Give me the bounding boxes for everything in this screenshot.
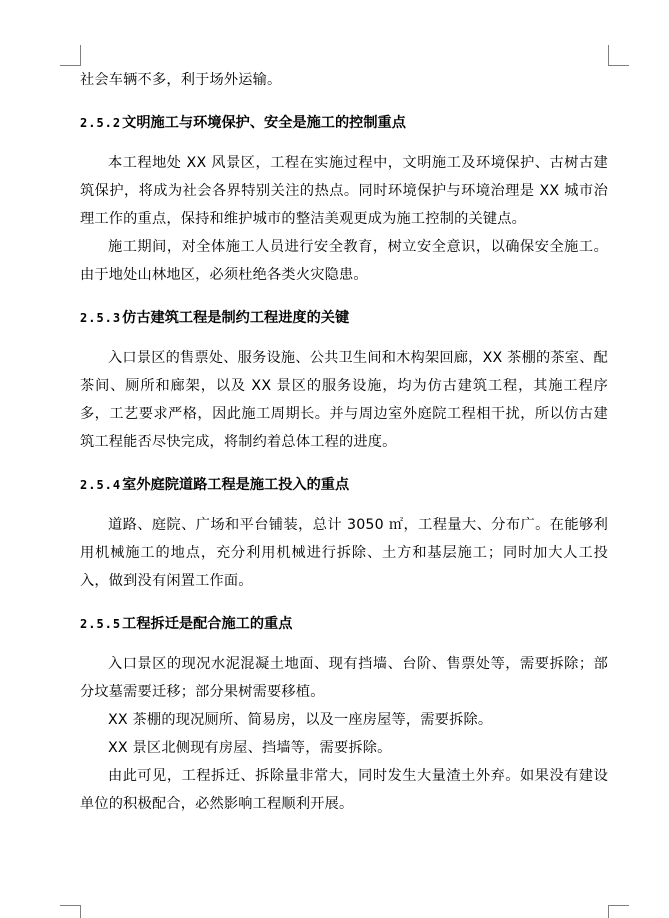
section-title: 文明施工与环境保护、安全是施工的控制重点	[122, 115, 406, 131]
paragraph: 由此可见，工程拆迁、拆除量非常大，同时发生大量渣土外弃。如果没有建设单位的积极配合，必然影响工程顺利开展。	[80, 768, 608, 812]
crop-mark-top-left	[60, 45, 81, 66]
paragraph: XX 景区北侧现有房屋、挡墙等，需要拆除。	[108, 740, 392, 756]
section-title: 工程拆迁是配合施工的重点	[122, 616, 293, 632]
paragraph: 入口景区的售票处、服务设施、公共卫生间和木构架回廊，XX 茶棚的茶室、配茶间、厕所和廊架，以及 XX 景区的服务设施，均为仿古建筑工程，其施工程序多，工艺要求严格，因此施工周期长。并与周边室外庭院工程相干扰，所以仿古建筑工程能否尽快完成，将制约着总体工程的进度。	[80, 350, 608, 450]
document-body	[80, 66, 608, 818]
section-number: 2.5.3	[80, 311, 122, 325]
section-heading-2-5-5	[80, 610, 608, 638]
continued-paragraph: 社会车辆不多，利于场外运输。	[80, 72, 282, 88]
section-number: 2.5.2	[80, 116, 122, 130]
paragraph: 入口景区的现况水泥混凝土地面、现有挡墙、台阶、售票处等，需要拆除；部分坟墓需要迁移；部分果树需要移植。	[80, 656, 608, 700]
paragraph: 本工程地处 XX 风景区，工程在实施过程中，文明施工及环境保护、古树古建筑保护，将成为社会各界特别关注的热点。同时环境保护与环境治理是 XX 城市治理工作的重点，保持和维护城市的整洁美观更成为施工控制的关键点。	[80, 155, 608, 227]
crop-mark-top-right	[608, 45, 629, 66]
paragraph: XX 茶棚的现况厕所、简易房，以及一座房屋等，需要拆除。	[108, 712, 493, 728]
crop-mark-bottom-left	[60, 905, 81, 918]
crop-mark-bottom-right	[608, 905, 629, 918]
section-heading-2-5-2	[80, 109, 608, 137]
section-title: 仿古建筑工程是制约工程进度的关键	[122, 310, 350, 326]
section-heading-2-5-3	[80, 304, 608, 332]
section-title: 室外庭院道路工程是施工投入的重点	[122, 477, 350, 493]
section-heading-2-5-4	[80, 471, 608, 499]
section-number: 2.5.4	[80, 478, 122, 492]
paragraph: 道路、庭院、广场和平台铺装，总计 3050 ㎡，工程量大、分布广。在能够利用机械施工的地点，充分利用机械进行拆除、土方和基层施工；同时加大人工投入，做到没有闲置工作面。	[80, 517, 608, 589]
section-number: 2.5.5	[80, 617, 122, 631]
paragraph: 施工期间，对全体施工人员进行安全教育，树立安全意识，以确保安全施工。由于地处山林地区，必须杜绝各类火灾隐患。	[80, 239, 608, 283]
